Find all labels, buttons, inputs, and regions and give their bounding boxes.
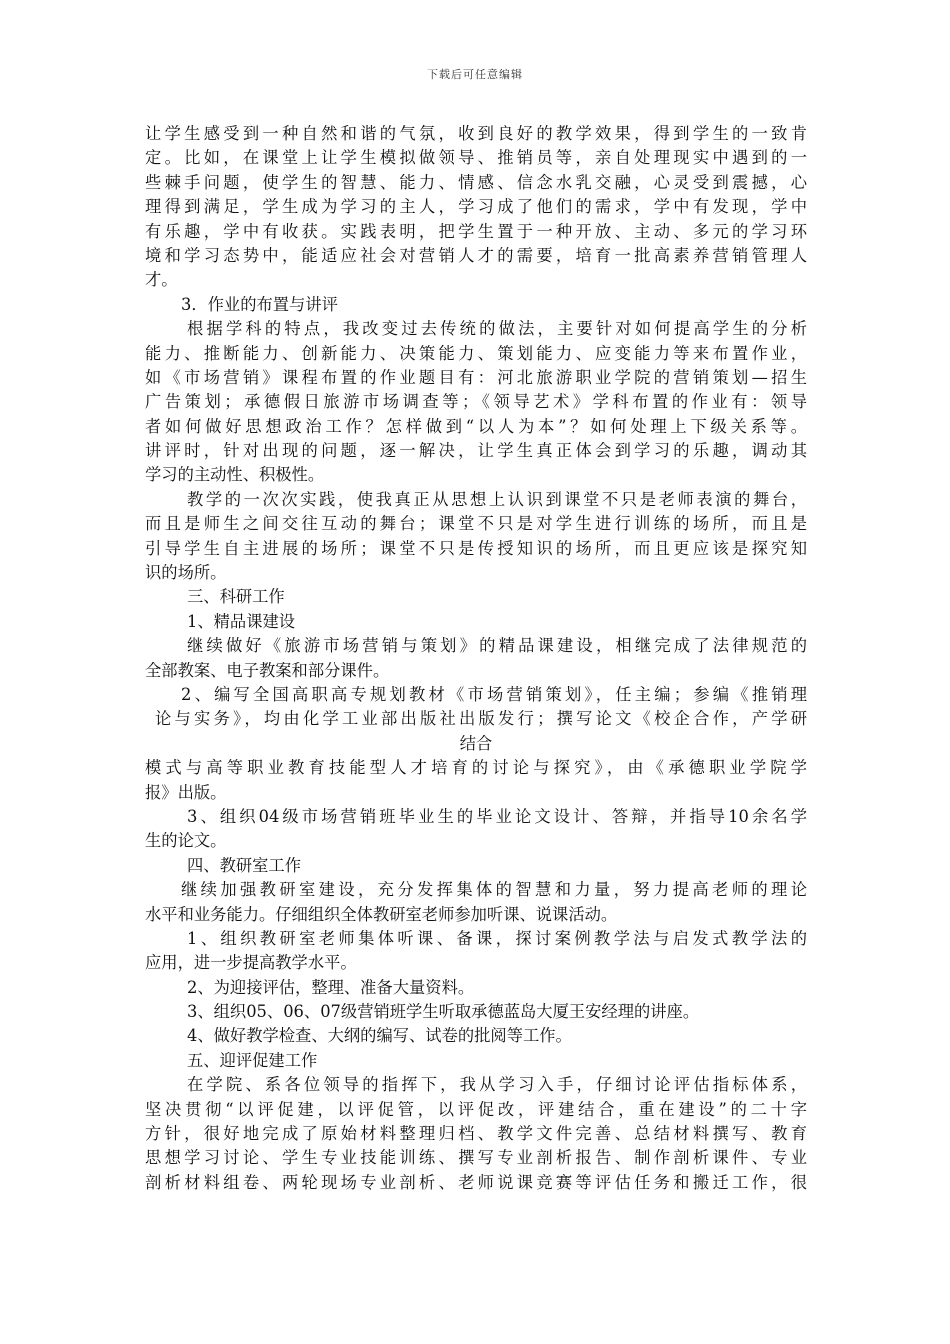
text-line: 在学院、系各位领导的指挥下，我从学习入手，仔细讨论评估指标体系， — [187, 1075, 807, 1095]
text-line: 生的论文。 — [145, 831, 227, 851]
text-line: 引导学生自主进展的场所；课堂不只是传授知识的场所，而且更应该是探究知 — [145, 538, 807, 558]
text-line: 识的场所。 — [145, 563, 227, 583]
text-line: 全部教案、电子教案和部分课件。 — [145, 660, 390, 680]
text-line: 境和学习态势中，能适应社会对营销人才的需要，培育一批高素养营销管理人 — [145, 245, 807, 265]
page-header: 下载后可任意编辑 — [427, 68, 523, 81]
text-line: 广告策划；承德假日旅游市场调查等；《领导艺术》学科布置的作业有：领导 — [145, 392, 807, 412]
text-line: 继续加强教研室建设，充分发挥集体的智慧和力量，努力提高老师的理论 — [181, 880, 807, 900]
text-line: 四、教研室工作 — [187, 855, 301, 875]
text-line: 报》出版。 — [145, 782, 227, 802]
text-line: 讲评时，针对出现的问题，逐一解决，让学生真正体会到学习的乐趣，调动其 — [145, 441, 807, 461]
text-line: 五、迎评促建工作 — [187, 1050, 318, 1070]
text-line: 3．作业的布置与讲评 — [181, 294, 338, 314]
text-line: 定。比如，在课堂上让学生模拟做领导、推销员等，亲自处理现实中遇到的一 — [145, 148, 807, 168]
text-line: 而且是师生之间交往互动的舞台；课堂不只是对学生进行训练的场所，而且是 — [145, 514, 807, 534]
text-line: 剖析材料组卷、两轮现场专业剖析、老师说课竞赛等评估任务和搬迁工作，很 — [145, 1172, 807, 1192]
text-line: 才。 — [145, 270, 178, 290]
text-line: 些棘手问题，使学生的智慧、能力、情感、信念水乳交融，心灵受到震撼，心 — [145, 172, 807, 192]
text-line: 2、为迎接评估，整理、准备大量资料。 — [187, 977, 475, 997]
text-line: 水平和业务能力。仔细组织全体教研室老师参加听课、说课活动。 — [145, 904, 618, 924]
text-line: 方针，很好地完成了原始材料整理归档、教学文件完善、总结材料撰写、教育 — [145, 1124, 807, 1144]
text-line: 论与实务》，均由化学工业部出版社出版发行；撰写论文《校企合作，产学研 — [155, 709, 807, 729]
document-body — [145, 122, 807, 1195]
text-line: 3、组织05、06、07级营销班学生听取承德蓝岛大厦王安经理的讲座。 — [187, 1002, 700, 1022]
text-line: 结合 — [459, 733, 493, 753]
text-line: 模式与高等职业教育技能型人才培育的讨论与探究》，由《承德职业学院学 — [145, 758, 807, 778]
text-line: 理得到满足，学生成为学习的主人，学习成了他们的需求，学中有发现，学中 — [145, 197, 807, 217]
text-line: 继续做好《旅游市场营销与策划》的精品课建设，相继完成了法律规范的 — [187, 636, 807, 656]
text-line: 学习的主动性、积极性。 — [145, 465, 325, 485]
text-line: 三、科研工作 — [187, 587, 285, 607]
text-line: 3、组织04级市场营销班毕业生的毕业论文设计、答辩，并指导10余名学 — [187, 806, 807, 826]
text-line: 坚决贯彻“以评促建，以评促管，以评促改，评建结合，重在建设”的二十字 — [145, 1099, 807, 1119]
text-line: 教学的一次次实践，使我真正从思想上认识到课堂不只是老师表演的舞台， — [187, 489, 807, 509]
text-line: 2、编写全国高职高专规划教材《市场营销策划》，任主编；参编《推销理 — [181, 684, 807, 704]
text-line: 根据学科的特点，我改变过去传统的做法，主要针对如何提高学生的分析 — [187, 319, 807, 339]
text-line: 如《市场营销》课程布置的作业题目有：河北旅游职业学院的营销策划—招生 — [145, 367, 807, 387]
text-line: 1、组织教研室老师集体听课、备课，探讨案例教学法与启发式教学法的 — [187, 928, 807, 948]
text-line: 应用，进一步提高教学水平。 — [145, 953, 357, 973]
text-line: 思想学习讨论、学生专业技能训练、撰写专业剖析报告、制作剖析课件、专业 — [145, 1148, 807, 1168]
text-line: 4、做好教学检查、大纲的编写、试卷的批阅等工作。 — [187, 1026, 572, 1046]
text-line: 让学生感受到一种自然和谐的气氛，收到良好的教学效果，得到学生的一致肯 — [145, 124, 807, 143]
text-line: 者如何做好思想政治工作？怎样做到“以人为本”？如何处理上下级关系等。 — [145, 416, 807, 436]
text-line: 1、精品课建设 — [187, 611, 296, 631]
text-line: 能力、推断能力、创新能力、决策能力、策划能力、应变能力等来布置作业， — [145, 343, 807, 363]
text-line: 有乐趣，学中有收获。实践表明，把学生置于一种开放、主动、多元的学习环 — [145, 221, 807, 241]
